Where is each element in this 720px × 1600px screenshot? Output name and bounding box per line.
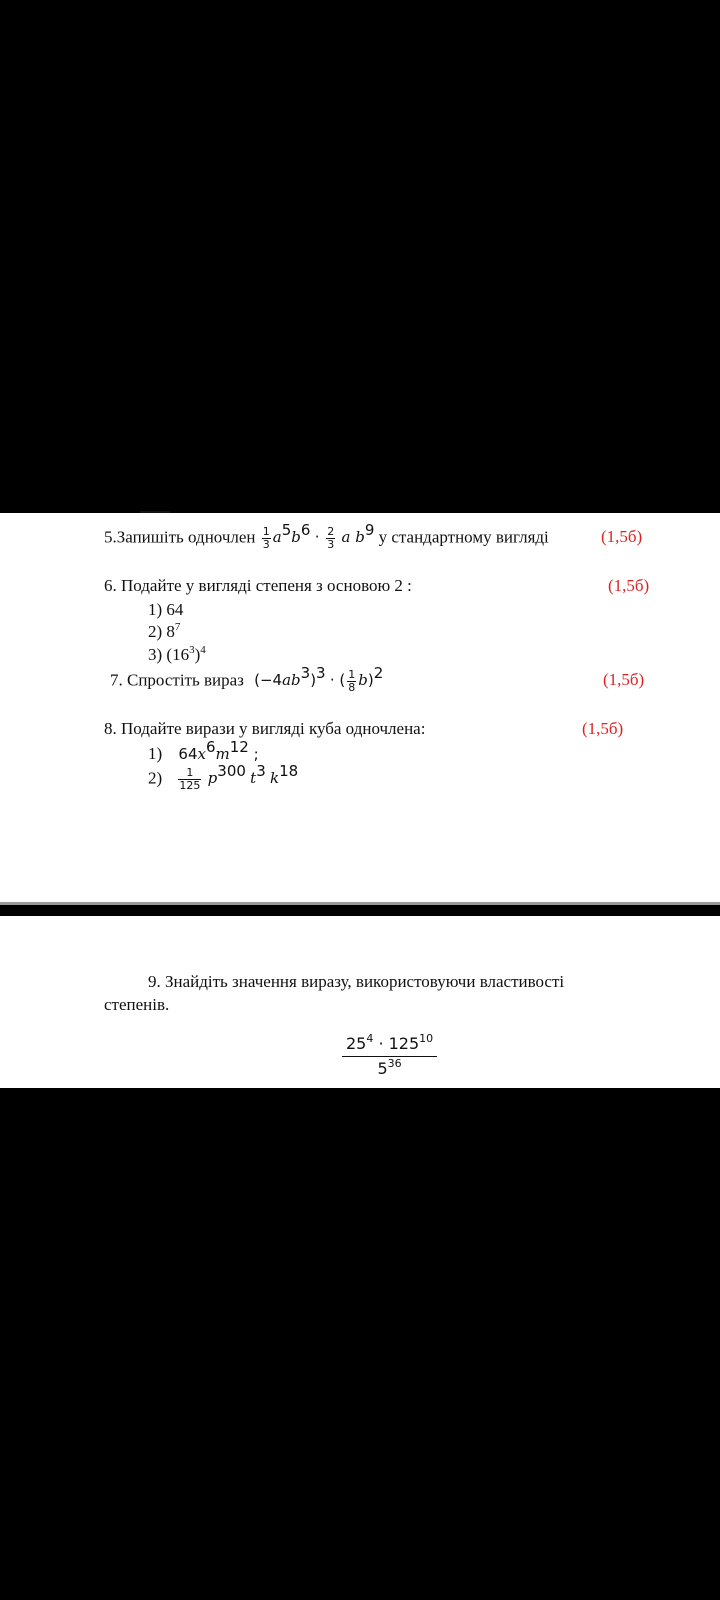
document-page-1 (0, 513, 720, 905)
question-9-expression: $\frac{25^4 \cdot 125^{10}}{5^{36}}$ (342, 1034, 437, 1078)
question-5-points: (1,5б) (601, 527, 643, 546)
question-9-line-1: 9. Знайдіть значення виразу, використовуючи властивості (148, 972, 565, 991)
question-9-line-2: степенів. (104, 995, 170, 1014)
question-8-text: 8. Подайте вирази у вигляді куба одночлена: (104, 719, 426, 738)
question-6-item-2: 2) $8^7$ (148, 621, 181, 641)
question-5-text-after: у стандартному вигляді (378, 527, 549, 547)
cut-off-text-fragment (140, 501, 170, 513)
question-6-points: (1,5б) (608, 576, 650, 595)
question-6-item-3: 3) $(16^3)^4$ (148, 644, 206, 664)
question-7 (110, 664, 384, 694)
question-5-expression: $\frac{1}{3}$ $a^5b^6$ · $\frac{2}{3}$ a $b^9$ (262, 521, 375, 551)
question-7-text: 7. Спростіть вираз (110, 670, 244, 690)
question-6-text: 6. Подайте у вигляді степеня з основою 2 : (104, 576, 412, 595)
question-8-points: (1,5б) (582, 719, 624, 738)
document-page-2 (0, 916, 720, 1088)
question-7-expression: $(-4ab^3)^3$ · ( $\frac{1}{8}$ b)$^2$ (254, 664, 384, 694)
question-6-item-1: 1) 64 (148, 600, 184, 619)
question-8-item-1: 1) $64x^6m^{12}$ ; (148, 738, 259, 763)
question-5 (104, 521, 549, 551)
question-5-text: 5.Запишіть одночлен (104, 527, 256, 547)
question-8-item-2: 2) $\frac{1}{125}$ $p^{300}$ $t^3$ $k^{18}$ (148, 762, 299, 792)
question-7-points: (1,5б) (603, 670, 645, 689)
